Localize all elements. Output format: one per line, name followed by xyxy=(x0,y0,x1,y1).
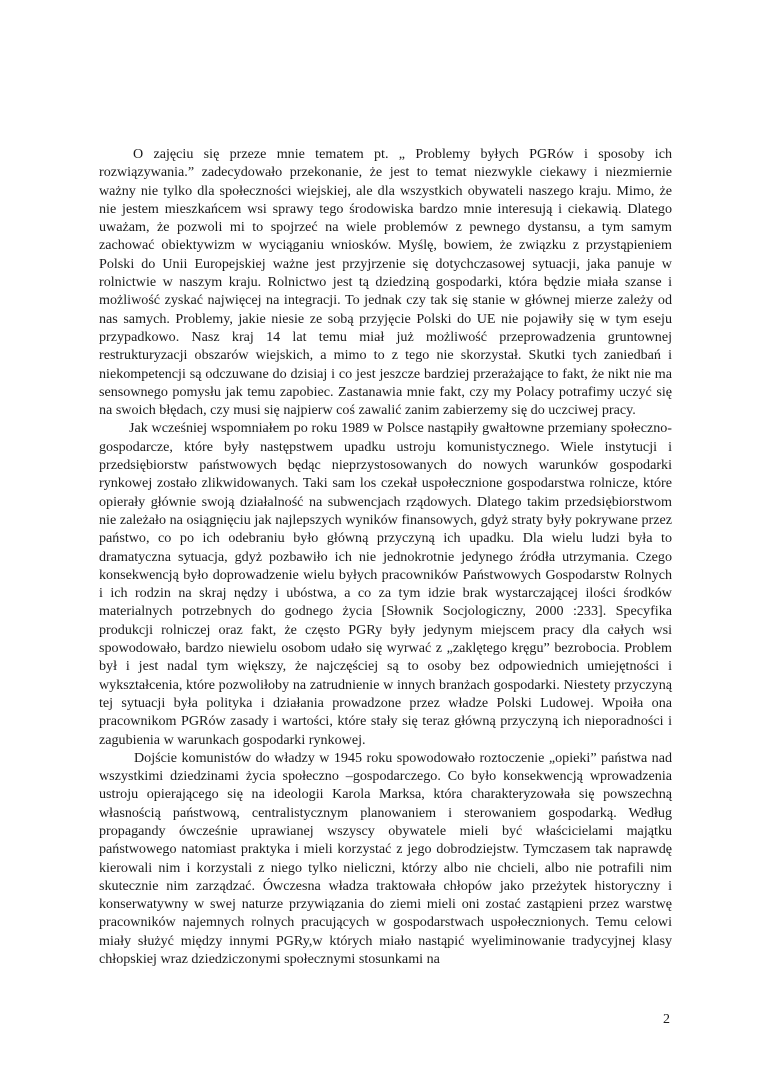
paragraph-transformation: Jak wcześniej wspomniałem po roku 1989 w Polsce nastąpiły gwałtowne przemiany społeczno- gospodarcze, które były następstwem upadku ustroju komunistycznego. Wiele instytucji i przedsiębiorstw państwowych będąc nieprzystosowanych do nowych warunków gospodarki rynkowej zostało zlikwidowanych. Taki sam los czekał uspołecznione gospodarstwa rolnicze, które opierały głównie swoją działalność na subwencjach rządowych. Dlatego takim przedsiębiorstwom nie zależało na osiągnięciu jak najlepszych wyników finansowych, gdyż straty były pokrywane przez państwo, co po ich odebraniu było główną przyczyną ich upadku. Dla wielu ludzi była to dramatyczna sytuacja, gdyż pozbawiło ich nie jednokrotnie jedynego źródła utrzymania. Czego konsekwencją było doprowadzenie wielu byłych pracowników Państwowych Gospodarstw Rolnych i ich rodzin na skraj nędzy i ubóstwa, a co za tym idzie brak wystarczającej ilości środków materialnych potrzebnych do godnego życia [Słownik Socjologiczny, 2000 :233]. Specyfika produkcji rolniczej oraz fakt, że często PGRy były jedynym miejscem pracy dla całych wsi spowodowało, bardzo niewielu osobom udało się wyrwać z „zaklętego kręgu” bezrobocia. Problem był i jest nadal tym większy, że najczęściej są to osoby bez odpowiednich umiejętności i wykształcenia, które pozwoliłoby na zatrudnienie w innych branżach gospodarki. Niestety przyczyną tej sytuacji była polityka i działania prowadzone przez władze Polski Ludowej. Wpoiła ona pracownikom PGRów zasady i wartości, które stały się teraz główną przyczyną ich nieporadności i zagubienia w warunkach gospodarki rynkowej. xyxy=(99,420,672,748)
paragraph-intro: O zajęciu się przeze mnie tematem pt. „ Problemy byłych PGRów i sposoby ich rozwiązywania.” zadecydowało przekonanie, że jest to temat niezwykle ciekawy i niezmiernie ważny nie tylko dla społeczności wiejskiej, ale dla wszystkich obywateli naszego kraju. Mimo, że nie jestem mieszkańcem wsi sprawy tego środowiska bardzo mnie interesują i ciekawią. Dlatego uważam, że pozwoli mi to spojrzeć na wiele problemów z pewnego dystansu, a tym samym zachować obiektywizm w wyciąganiu wniosków. Myślę, bowiem, że związku z przystąpieniem Polski do Unii Europejskiej ważne jest przyjrzenie się dotychczasowej sytuacji, jaka panuje w rolnictwie w naszym kraju. Rolnictwo jest tą dziedziną gospodarki, która będzie miała szanse i możliwość zyskać najwięcej na integracji. To jednak czy tak się stanie w głównej mierze zależy od nas samych. Problemy, jakie niesie ze sobą przyjęcie Polski do UE nie pojawiły się w tym eseju przypadkowo. Nasz kraj 14 lat temu miał już możliwość przeprowadzenia gruntownej restrukturyzacji obszarów wiejskich, a mimo to z tego nie skorzystał. Skutki tych zaniedbań i niekompetencji są odczuwane do dzisiaj i co jest jeszcze bardziej przerażające to fakt, że nikt nie ma sensownego pomysłu jak temu zapobiec. Zastanawia mnie fakt, czy my Polacy potrafimy uczyć się na swoich błędach, czy musi się najpierw coś zawalić zanim zabierzemy się do uczciwej pracy. xyxy=(99,146,672,419)
paragraph-communism: Dojście komunistów do władzy w 1945 roku spowodowało roztoczenie „opieki” państwa nad wszystkimi dziedzinami życia społeczno –gospodarczego. Co było konsekwencją wprowadzenia ustroju opierającego się na ideologii Karola Marksa, która charakteryzowała się powszechną własnością państwową, centralistycznym planowaniem i sterowaniem gospodarką. Według propagandy ówcześnie uprawianej wszyscy obywatele mieli być właścicielami majątku państwowego natomiast praktyka i mieli korzystać z jego dobrodziejstw. Tymczasem tak naprawdę kierowali nim i korzystali z niego tylko nieliczni, którzy albo nie chcieli, albo nie potrafili nim skutecznie nim zarządzać. Ówczesna władza traktowała chłopów jako przeżytek historyczny i konserwatywny w swej naturze przywiązania do ziemi mieli oni zostać zastąpieni przez warstwę pracowników najemnych rolnych pracujących w gospodarstwach uspołecznionych. Temu celowi miały służyć między innymi PGRy,w których miało nastąpić wyeliminowanie tradycyjnej klasy chłopskiej wraz dziedziczonymi społecznymi stosunkami na xyxy=(99,749,672,968)
page-number: 2 xyxy=(663,1012,670,1027)
document-body xyxy=(99,145,672,968)
